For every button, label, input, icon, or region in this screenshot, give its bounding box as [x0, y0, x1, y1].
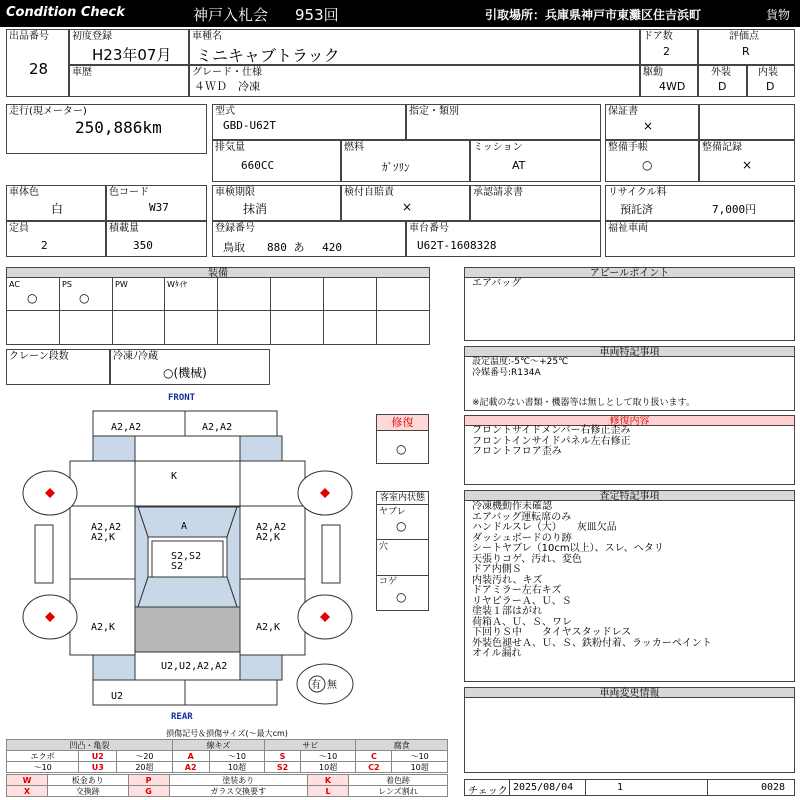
color-code-label: 色コード — [109, 187, 149, 198]
legend-code-k: K — [308, 775, 349, 786]
mileage-label: 走行(現メーター) — [9, 106, 87, 117]
legend-code-p: P — [128, 775, 169, 786]
freezer-value: ○(機械) — [163, 366, 207, 380]
dmg-right-door-1: A2,A2 — [256, 522, 287, 533]
welfare-label: 福祉車両 — [608, 223, 648, 234]
taillight-right — [240, 655, 282, 680]
model: GBD-U62T — [223, 119, 276, 132]
car-damage-diagram — [0, 388, 376, 724]
vehicle-notes-text: 設定温度:-5℃～+25℃ 冷媒番号:R134A — [472, 357, 569, 378]
check-date: 2025/08/04 — [513, 782, 574, 793]
auto-tax-box — [341, 185, 470, 221]
repair-header: 修復内容 — [464, 415, 795, 426]
equip-ps-mark: ○ — [79, 291, 90, 305]
wheel-rear-left-icon — [23, 595, 77, 639]
equipment-grid — [6, 277, 430, 345]
vehicle-notes-header: 車両特記事項 — [464, 346, 795, 357]
legend-code-l-text: レンズ割れ — [349, 786, 448, 797]
dmg-right-door-2: A2,K — [256, 532, 281, 543]
legend-scratch-2-size: 10超 — [209, 762, 265, 773]
footer-bar — [464, 779, 795, 796]
recycle-status: 預託済 — [620, 203, 653, 216]
legend-scratch-1-size: ～10 — [209, 751, 265, 762]
grade-label: グレード・仕様 — [192, 67, 262, 78]
mileage-box — [6, 104, 207, 154]
crane-label: クレーン段数 — [9, 351, 69, 362]
windshield — [138, 507, 237, 537]
appeal-box — [464, 277, 795, 341]
legend-corrosion-2-code: C2 — [356, 762, 392, 773]
legend-table — [6, 739, 448, 773]
repair-box — [464, 425, 795, 485]
legend-title: 損傷記号＆損傷サイズ(～最大cm) — [166, 729, 288, 738]
title-bar — [0, 0, 800, 27]
record: × — [742, 158, 753, 172]
drive-label: 駆動 — [643, 67, 663, 78]
exterior-label: 外装 — [711, 67, 731, 78]
manual-label: 整備手帳 — [608, 142, 648, 153]
spare-tire-icon — [297, 664, 353, 704]
legend-dent-2-size: 20超 — [117, 762, 173, 773]
approval-box — [470, 185, 601, 221]
dmg-windshield: A — [181, 521, 188, 532]
dmg-roof-2: S2 — [171, 561, 184, 572]
interior-label: 内装 — [758, 67, 778, 78]
equip-ac-mark: ○ — [27, 291, 38, 305]
rear-side-left — [70, 579, 135, 655]
legend-code-g-text: ガラス交換要す — [169, 786, 308, 797]
rear-window — [138, 577, 237, 607]
freezer-label: 冷凍ﾉ冷蔵 — [113, 351, 158, 362]
pickup-location: 引取場所：兵庫県神戸市東灘区住吉浜町 — [485, 8, 702, 22]
legend-rust-1-size: ～10 — [300, 751, 356, 762]
legend-dent-2-code: U3 — [79, 762, 117, 773]
auto-tax-label: 検付自賠責 — [344, 187, 394, 198]
rear-label: REAR — [171, 712, 193, 722]
fuel-label: 燃料 — [344, 142, 364, 153]
chassis-box — [406, 221, 601, 257]
brand-title: Condition Check — [6, 5, 125, 20]
doors-label: ドア数 — [643, 31, 673, 42]
legend-corrosion-2-size: 10超 — [392, 762, 448, 773]
recycle-box — [605, 185, 795, 221]
dmg-front-left: A2,A2 — [111, 422, 142, 433]
drive: 4WD — [659, 80, 686, 93]
repair-label: 修復 — [377, 415, 428, 431]
wheel-front-right-icon — [298, 471, 352, 515]
legend-code-l: L — [308, 786, 349, 797]
model-label: 型式 — [215, 106, 235, 117]
legend-code-p-text: 塗装あり — [169, 775, 308, 786]
vehicle-notes-box — [464, 356, 795, 411]
legend-code-w-text: 板金あり — [48, 775, 129, 786]
mission: AT — [512, 159, 526, 172]
repair-mark-box — [376, 414, 429, 464]
color-label: 車体色 — [9, 187, 39, 198]
legend-dent-2-label: ～10 — [7, 762, 79, 773]
appeal-text: エアバッグ — [472, 278, 522, 289]
legend-corrosion-1-code: C — [356, 751, 392, 762]
dmg-tailgate: U2,U2,A2,A2 — [161, 661, 228, 672]
equip-ps-label: PS — [62, 280, 72, 289]
exterior-grade: D — [718, 80, 727, 93]
dmg-left-rear: A2,K — [91, 622, 116, 633]
inspection-label: 車検期限 — [215, 187, 255, 198]
inspection-notes-text: 冷凍機動作未確認 エアバッグ運転席のみ ハンドルスレ（大） 灰皿欠品 ダッシュボードのり跡 シートヤブレ（10cm以上）、スレ、ヘタリ 天張りコゲ、汚れ、変色 ドア内側Ｓ 内装汚れ、キズ ドアミラー左右キズ リヤピラーＡ、Ｕ、Ｓ 塗装１部はがれ 荷箱Ａ、Ｕ、Ｓ、ワレ 下回りＳ中 タイヤスタッドレス 外装色褪せＡ、Ｕ、Ｓ、鉄粉付着、ラッカーペイント オイル漏れ — [472, 501, 712, 659]
load-label: 積載量 — [109, 223, 139, 234]
inspection-box — [212, 185, 341, 221]
legend-scratch-1-code: A — [172, 751, 209, 762]
recycle-fee: 7,000円 — [712, 203, 757, 216]
legend-codes-table — [6, 774, 448, 797]
displacement-box — [212, 140, 341, 182]
equip-pw-label: PW — [115, 280, 128, 289]
front-fender-left — [70, 461, 135, 506]
auto-tax: × — [402, 200, 413, 214]
doors: 2 — [663, 45, 670, 58]
legend-code-k-text: 着色跡 — [349, 775, 448, 786]
manual-box — [605, 140, 699, 182]
car-name: ミニキャブトラック — [196, 46, 340, 65]
equip-wtire-label: Wﾀｲﾔ — [167, 280, 187, 289]
spare-yes: 有 — [311, 680, 321, 691]
load: 350 — [133, 239, 153, 252]
warranty-box — [605, 104, 699, 140]
cabin-tear-label: ヤブレ — [379, 507, 406, 517]
displacement: 660CC — [241, 159, 275, 172]
capacity-label: 定員 — [9, 223, 29, 234]
rating: R — [742, 45, 750, 58]
auction-session: 953回 — [295, 6, 339, 24]
car-name-label: 車種名 — [192, 31, 222, 42]
inspection: 抹消 — [243, 202, 268, 216]
inspection-notes-box — [464, 500, 795, 682]
legend-group-rust: サビ — [265, 740, 356, 751]
record-label: 整備記録 — [702, 142, 742, 153]
reg-number-label: 登録番号 — [215, 223, 255, 234]
mileage: 250,886km — [75, 118, 162, 137]
dmg-right-rear: A2,K — [256, 622, 281, 633]
freezer-box — [110, 349, 270, 385]
interior-grade: D — [766, 80, 775, 93]
cabin-header: 客室内状態 — [377, 492, 428, 505]
repair-text: フロントサイドメンバー右修正歪み フロントインサイドパネル左右修正 フロントフロア歪み — [472, 425, 631, 457]
first-reg-label: 初度登録 — [72, 31, 112, 42]
check-num: 1 — [617, 782, 624, 793]
wheel-front-left-icon — [23, 471, 77, 515]
warranty: × — [643, 119, 654, 133]
front-label: FRONT — [168, 393, 196, 403]
truck-bed — [135, 607, 240, 652]
drive-box — [640, 65, 698, 97]
rating-box — [698, 29, 795, 65]
color-code: W37 — [149, 201, 169, 214]
equip-ac-label: AC — [9, 280, 20, 289]
legend-scratch-2-code: A2 — [172, 762, 209, 773]
front-fender-right — [240, 461, 305, 506]
lot-number-box — [6, 29, 69, 97]
headlight-left — [93, 436, 135, 461]
change-info-box — [464, 697, 795, 773]
dmg-left-door-1: A2,A2 — [91, 522, 122, 533]
legend-rust-2-size: 10超 — [300, 762, 356, 773]
car-name-box — [189, 29, 640, 65]
capacity-box — [6, 221, 106, 257]
crane-box — [6, 349, 110, 385]
cabin-burn-mark: ○ — [396, 590, 407, 604]
legend-group-dent: 凹凸・亀裂 — [7, 740, 173, 751]
taillight-left — [93, 655, 135, 680]
legend-code-w: W — [7, 775, 48, 786]
capacity: 2 — [41, 239, 48, 252]
grade: ４ＷＤ 冷凍 — [194, 80, 260, 93]
check-code: 0028 — [761, 782, 786, 793]
dmg-rear-bottom: U2 — [111, 691, 124, 702]
recycle-label: リサイクル料 — [608, 187, 667, 198]
fuel-box — [341, 140, 470, 182]
wheel-rear-right-icon — [298, 595, 352, 639]
designation-box — [406, 104, 601, 140]
record-box — [699, 140, 795, 182]
mirror-left — [35, 525, 53, 583]
cabin-hole-label: 穴 — [379, 542, 389, 552]
color-code-box — [106, 185, 207, 221]
equipment-header: 装備 — [6, 267, 430, 278]
legend-dent-1-size: ～20 — [117, 751, 173, 762]
doors-box — [640, 29, 698, 65]
headlight-right — [240, 436, 282, 461]
legend-code-x: X — [7, 786, 48, 797]
rear-bumper-right — [185, 680, 277, 705]
warranty-label: 保証書 — [608, 106, 638, 117]
mirror-right — [322, 525, 340, 583]
dmg-roof-1: S2,S2 — [171, 551, 202, 562]
dmg-hood: K — [171, 471, 178, 482]
cabin-burn-label: コゲ — [379, 577, 398, 587]
color: 白 — [51, 202, 64, 216]
legend-rust-1-code: S — [265, 751, 301, 762]
auction-name: 神戸入札会 — [193, 6, 269, 24]
legend-code-g: G — [128, 786, 169, 797]
color-box — [6, 185, 106, 221]
vehicle-notes-footer: ※記載のない書類・機器等は無しとして取り扱います。 — [472, 398, 695, 408]
lot-number-label: 出品番号 — [9, 31, 49, 42]
fuel: ｶﾞｿﾘﾝ — [382, 161, 410, 174]
welfare-box — [605, 221, 795, 257]
appeal-header: アピールポイント — [464, 267, 795, 278]
cabin-tear-mark: ○ — [396, 519, 407, 533]
exterior-box — [698, 65, 747, 97]
dmg-front-right: A2,A2 — [202, 422, 233, 433]
approval-label: 承認請求書 — [473, 187, 523, 198]
reg-number-box — [212, 221, 406, 257]
cabin-box — [376, 491, 429, 611]
grade-box — [189, 65, 640, 97]
manual: ○ — [642, 158, 653, 172]
check-label: チェック — [468, 786, 508, 797]
legend-dent-1-label: エクボ — [7, 751, 79, 762]
warranty-blank-box — [699, 104, 795, 140]
rating-label: 評価点 — [729, 31, 759, 42]
reg-number: 鳥取 880 あ 420 — [223, 241, 342, 254]
legend-dent-1-code: U2 — [79, 751, 117, 762]
vehicle-category: 貨物 — [766, 8, 791, 22]
mission-label: ミッション — [473, 142, 523, 153]
first-reg: H23年07月 — [92, 46, 172, 64]
hood-panel — [135, 461, 240, 506]
rear-side-right — [240, 579, 305, 655]
inspection-notes-header: 査定特記事項 — [464, 490, 795, 501]
displacement-label: 排気量 — [215, 142, 245, 153]
change-info-header: 車両変更情報 — [464, 687, 795, 698]
chassis: U62T-1608328 — [417, 239, 497, 252]
interior-box — [747, 65, 795, 97]
legend-rust-2-code: S2 — [265, 762, 301, 773]
first-reg-box — [69, 29, 189, 65]
model-box — [212, 104, 406, 140]
designation-label: 指定・類別 — [409, 106, 459, 117]
rear-bumper-left — [93, 680, 185, 705]
spare-none: 無 — [327, 680, 337, 691]
history-box — [69, 65, 189, 97]
legend-code-x-text: 交換跡 — [48, 786, 129, 797]
repair-mark: ○ — [396, 442, 407, 456]
legend-group-corrosion: 腐食 — [356, 740, 448, 751]
dmg-left-door-2: A2,K — [91, 532, 116, 543]
legend-group-scratch: 線キズ — [172, 740, 264, 751]
load-box — [106, 221, 207, 257]
legend-corrosion-1-size: ～10 — [392, 751, 448, 762]
chassis-label: 車台番号 — [409, 223, 449, 234]
history-label: 車歴 — [72, 67, 92, 78]
lot-number: 28 — [29, 60, 49, 78]
mission-box — [470, 140, 601, 182]
